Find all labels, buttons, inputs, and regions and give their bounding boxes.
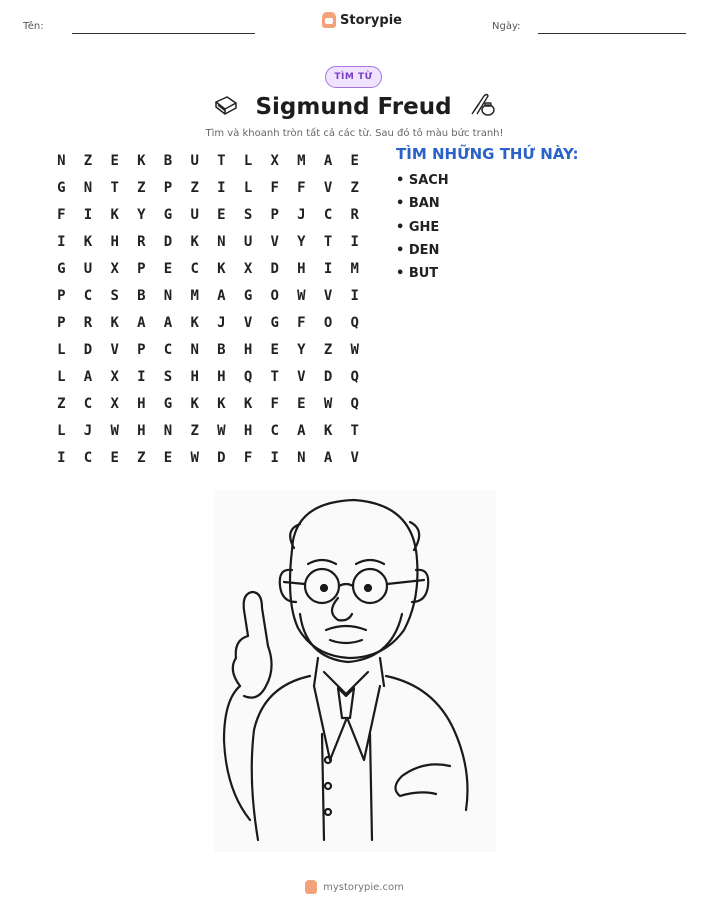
grid-letter[interactable]: X <box>270 152 279 169</box>
grid-letter[interactable]: C <box>83 287 93 304</box>
grid-letter[interactable]: L <box>57 422 66 439</box>
grid-letter[interactable]: C <box>83 449 93 466</box>
grid-letter[interactable]: E <box>110 449 119 466</box>
grid-letter[interactable]: Y <box>137 206 146 223</box>
grid-letter[interactable]: I <box>57 449 66 466</box>
grid-letter[interactable]: M <box>297 152 306 169</box>
word-list-title: TÌM NHỮNG THỨ NÀY: <box>396 145 579 163</box>
grid-letter[interactable]: W <box>323 395 333 412</box>
grid-letter[interactable]: P <box>137 260 146 277</box>
grid-letter[interactable]: K <box>217 395 226 412</box>
grid-letter[interactable]: A <box>83 368 93 385</box>
grid-letter[interactable]: P <box>57 287 66 304</box>
grid-letter[interactable]: G <box>270 314 279 331</box>
grid-letter[interactable]: H <box>137 395 146 412</box>
grid-letter[interactable]: V <box>110 341 119 358</box>
grid-letter[interactable]: D <box>323 368 333 385</box>
grid-letter[interactable]: H <box>137 422 146 439</box>
instructions: Tìm và khoanh tròn tất cả các từ. Sau đó tô màu bức tranh! <box>205 128 504 139</box>
date-line[interactable] <box>538 33 686 34</box>
grid-letter[interactable]: A <box>217 287 226 304</box>
freud-coloring-illustration <box>214 490 496 852</box>
grid-letter[interactable]: Y <box>297 233 306 250</box>
grid-letter[interactable]: Q <box>350 314 359 331</box>
grid-letter[interactable]: K <box>217 260 226 277</box>
grid-row <box>48 282 368 309</box>
grid-letter[interactable]: T <box>350 422 359 439</box>
quill-ink-icon <box>468 92 496 122</box>
grid-letter[interactable]: X <box>110 368 119 385</box>
grid-letter[interactable]: K <box>110 314 119 331</box>
grid-row <box>48 417 368 444</box>
grid-letter[interactable]: I <box>350 233 359 250</box>
grid-letter[interactable]: G <box>57 179 66 196</box>
grid-letter[interactable]: J <box>297 206 306 223</box>
grid-letter[interactable]: G <box>57 260 66 277</box>
grid-letter[interactable]: K <box>190 233 199 250</box>
grid-letter[interactable]: I <box>83 206 93 223</box>
grid-letter[interactable]: P <box>57 314 66 331</box>
grid-letter[interactable]: H <box>243 341 253 358</box>
brand-logo <box>322 12 402 28</box>
grid-letter[interactable]: L <box>243 179 253 196</box>
grid-letter[interactable]: P <box>137 341 146 358</box>
grid-letter[interactable]: G <box>163 206 173 223</box>
grid-letter[interactable]: O <box>270 287 279 304</box>
grid-letter[interactable]: K <box>110 206 119 223</box>
grid-letter[interactable]: E <box>350 152 359 169</box>
grid-letter[interactable]: S <box>110 287 119 304</box>
grid-letter[interactable]: I <box>217 179 226 196</box>
grid-letter[interactable]: W <box>217 422 226 439</box>
grid-letter[interactable]: L <box>243 152 253 169</box>
grid-letter[interactable]: P <box>270 206 279 223</box>
grid-letter[interactable]: K <box>243 395 253 412</box>
grid-letter[interactable]: I <box>270 449 279 466</box>
grid-letter[interactable]: H <box>110 233 119 250</box>
grid-letter[interactable]: Q <box>243 368 253 385</box>
grid-letter[interactable]: A <box>323 449 333 466</box>
grid-letter[interactable]: D <box>163 233 173 250</box>
grid-letter[interactable]: X <box>243 260 253 277</box>
grid-letter[interactable]: F <box>270 395 279 412</box>
grid-letter[interactable]: L <box>57 341 66 358</box>
name-line[interactable] <box>72 33 255 34</box>
grid-letter[interactable]: D <box>83 341 93 358</box>
grid-row <box>48 201 368 228</box>
grid-letter[interactable]: Z <box>137 449 146 466</box>
date-label: Ngày: <box>492 21 521 32</box>
grid-letter[interactable]: T <box>323 233 333 250</box>
grid-letter[interactable]: F <box>297 314 306 331</box>
grid-letter[interactable]: L <box>57 368 66 385</box>
name-label: Tên: <box>23 21 44 32</box>
grid-letter[interactable]: G <box>243 287 253 304</box>
grid-letter[interactable]: K <box>323 422 333 439</box>
grid-row <box>48 336 368 363</box>
grid-letter[interactable]: E <box>110 152 119 169</box>
grid-letter[interactable]: J <box>83 422 93 439</box>
grid-letter[interactable]: H <box>297 260 306 277</box>
grid-letter[interactable]: R <box>350 206 359 223</box>
grid-letter[interactable]: B <box>137 287 146 304</box>
word-list-item: • BUT <box>396 266 439 282</box>
page-title: Sigmund Freud <box>255 94 452 120</box>
grid-letter[interactable]: C <box>323 206 333 223</box>
grid-letter[interactable]: B <box>217 341 226 358</box>
grid-letter[interactable]: D <box>270 260 279 277</box>
grid-letter[interactable]: W <box>190 449 199 466</box>
grid-letter[interactable]: K <box>83 233 93 250</box>
worksheet-type-badge: TÌM TỪ <box>325 66 382 88</box>
grid-letter[interactable]: U <box>190 206 199 223</box>
grid-letter[interactable]: Q <box>350 395 359 412</box>
grid-letter[interactable]: B <box>163 152 173 169</box>
grid-letter[interactable]: P <box>163 179 173 196</box>
grid-letter[interactable]: E <box>270 341 279 358</box>
grid-letter[interactable]: N <box>190 341 199 358</box>
word-list-item: • SACH <box>396 173 449 188</box>
grid-letter[interactable]: Q <box>350 368 359 385</box>
grid-letter[interactable]: V <box>243 314 253 331</box>
storypie-logo-icon <box>305 880 317 894</box>
grid-letter[interactable]: C <box>190 260 199 277</box>
grid-letter[interactable]: A <box>163 314 173 331</box>
grid-letter[interactable]: M <box>190 287 199 304</box>
grid-letter[interactable]: I <box>57 233 66 250</box>
grid-letter[interactable]: X <box>110 395 119 412</box>
title-row <box>0 92 709 122</box>
grid-letter[interactable]: T <box>217 152 226 169</box>
grid-letter[interactable]: Z <box>57 395 66 412</box>
grid-row <box>48 363 368 390</box>
grid-letter[interactable]: C <box>83 395 93 412</box>
grid-letter[interactable]: I <box>350 287 359 304</box>
grid-letter[interactable]: Z <box>190 422 199 439</box>
grid-row <box>48 147 368 174</box>
grid-letter[interactable]: I <box>323 260 333 277</box>
grid-row <box>48 228 368 255</box>
grid-row <box>48 444 368 471</box>
grid-letter[interactable]: A <box>323 152 333 169</box>
grid-letter[interactable]: F <box>243 449 253 466</box>
brand-name: Storypie <box>340 12 402 28</box>
grid-letter[interactable]: H <box>243 422 253 439</box>
book-icon <box>213 94 239 120</box>
footer <box>0 880 709 894</box>
grid-letter[interactable]: C <box>270 422 279 439</box>
grid-letter[interactable]: E <box>217 206 226 223</box>
grid-letter[interactable]: G <box>163 395 173 412</box>
grid-letter[interactable]: Z <box>323 341 333 358</box>
grid-letter[interactable]: Z <box>350 179 359 196</box>
grid-letter[interactable]: E <box>163 449 173 466</box>
grid-letter[interactable]: N <box>57 152 66 169</box>
grid-letter[interactable]: K <box>190 395 199 412</box>
grid-letter[interactable]: F <box>297 179 306 196</box>
grid-row <box>48 174 368 201</box>
grid-letter[interactable]: W <box>297 287 306 304</box>
grid-letter[interactable]: D <box>217 449 226 466</box>
grid-letter[interactable]: Z <box>83 152 93 169</box>
word-list-item: • DEN <box>396 242 440 258</box>
grid-letter[interactable]: A <box>137 314 146 331</box>
grid-letter[interactable]: N <box>163 287 173 304</box>
grid-letter[interactable]: F <box>270 179 279 196</box>
grid-letter[interactable]: N <box>297 449 306 466</box>
grid-letter[interactable]: E <box>297 395 306 412</box>
grid-letter[interactable]: V <box>297 368 306 385</box>
word-list-item: • GHE <box>396 219 440 235</box>
grid-row <box>48 390 368 417</box>
grid-letter[interactable]: K <box>137 152 146 169</box>
grid-letter[interactable]: A <box>297 422 306 439</box>
grid-letter[interactable]: V <box>350 449 359 466</box>
grid-letter[interactable]: W <box>350 341 359 358</box>
footer-url[interactable]: mystorypie.com <box>323 881 404 893</box>
grid-letter[interactable]: T <box>270 368 279 385</box>
grid-letter[interactable]: U <box>83 260 93 277</box>
grid-letter[interactable]: S <box>243 206 253 223</box>
grid-letter[interactable]: S <box>163 368 173 385</box>
grid-letter[interactable]: M <box>350 260 359 277</box>
grid-letter[interactable]: R <box>83 314 93 331</box>
word-list <box>396 172 449 288</box>
grid-letter[interactable]: Y <box>297 341 306 358</box>
grid-letter[interactable]: Z <box>137 179 146 196</box>
grid-letter[interactable]: E <box>163 260 173 277</box>
grid-letter[interactable]: U <box>243 233 253 250</box>
grid-letter[interactable]: H <box>190 368 199 385</box>
grid-letter[interactable]: N <box>217 233 226 250</box>
word-list-item: • BAN <box>396 196 440 212</box>
word-search-grid <box>48 147 368 471</box>
grid-letter[interactable]: F <box>57 206 66 223</box>
grid-letter[interactable]: I <box>137 368 146 385</box>
grid-row <box>48 309 368 336</box>
grid-letter[interactable]: U <box>190 152 199 169</box>
grid-letter[interactable]: N <box>163 422 173 439</box>
grid-letter[interactable]: V <box>323 287 333 304</box>
grid-letter[interactable]: C <box>163 341 173 358</box>
grid-letter[interactable]: N <box>83 179 93 196</box>
grid-letter[interactable]: T <box>110 179 119 196</box>
grid-letter[interactable]: K <box>190 314 199 331</box>
grid-letter[interactable]: H <box>217 368 226 385</box>
storypie-logo-icon <box>322 12 336 28</box>
grid-letter[interactable]: R <box>137 233 146 250</box>
grid-letter[interactable]: V <box>323 179 333 196</box>
grid-letter[interactable]: W <box>110 422 119 439</box>
grid-letter[interactable]: X <box>110 260 119 277</box>
grid-letter[interactable]: J <box>217 314 226 331</box>
grid-letter[interactable]: V <box>270 233 279 250</box>
grid-letter[interactable]: Z <box>190 179 199 196</box>
grid-row <box>48 255 368 282</box>
grid-letter[interactable]: O <box>323 314 333 331</box>
